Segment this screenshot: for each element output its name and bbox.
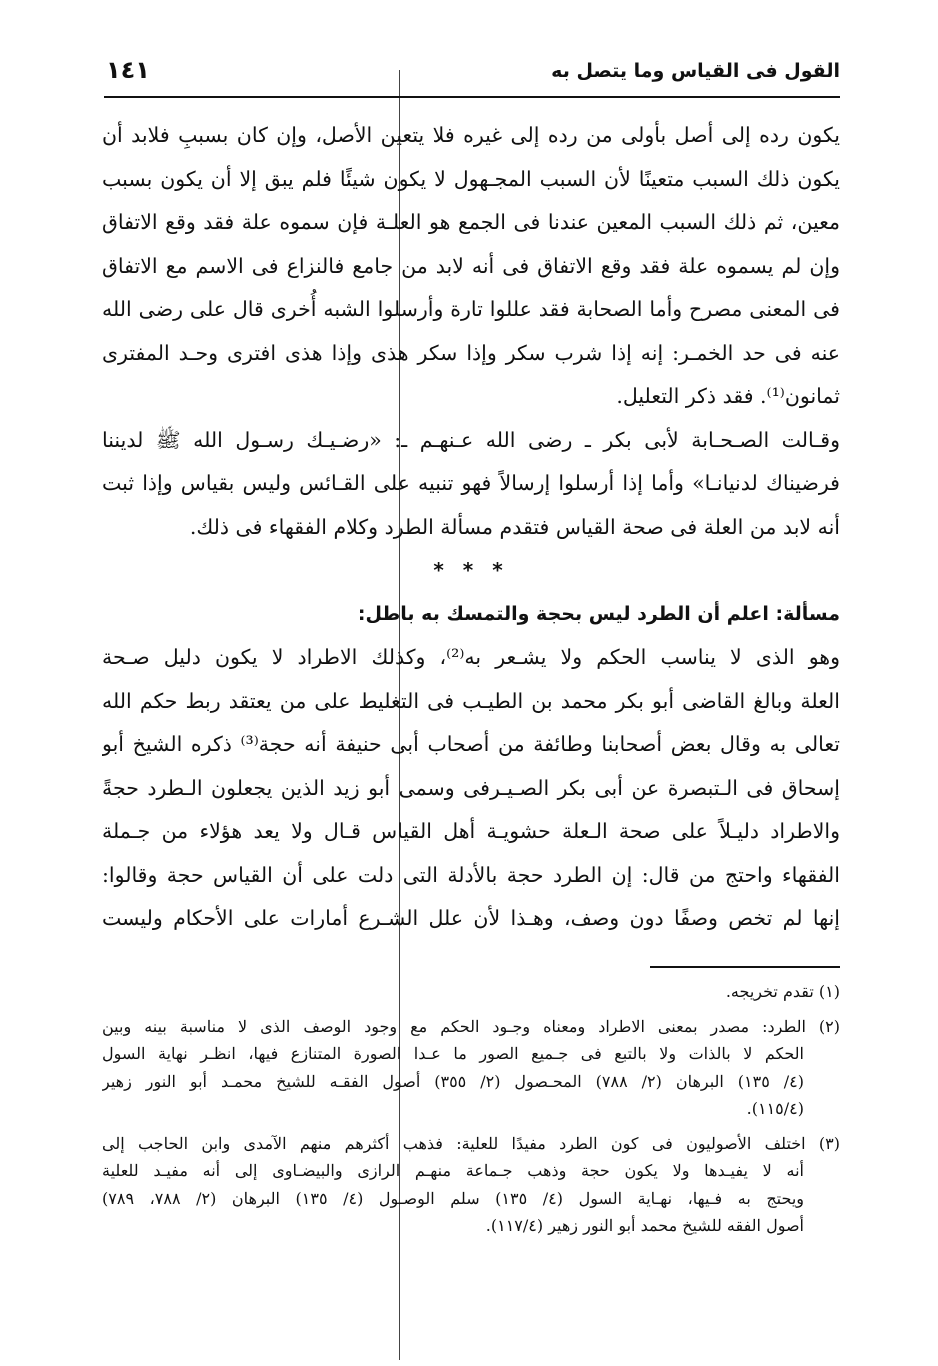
- text-line: وإن لم يسموه علة فقد وقع الاتفاق فى أنه لابد من جامع فالنزاع فى الاسم مع الاتفاق: [102, 253, 840, 278]
- footnote-3-line: أصول الفقه للشيخ محمد أبو النور زهير (١١٧/٤).: [485, 1216, 804, 1235]
- footnote-2-line: (٤/ ١٣٥) البرهان (٢/ ٧٨٨) المحـصول (٢/ ٣٥٥) أصول الفقـه للشيخ محمـد أبو النور زهير: [102, 1071, 805, 1091]
- section-divider-stars: * * *: [433, 558, 509, 582]
- footnote-3-line: (٣) اختلف الأصوليون فى كون الطرد مفيدًا للعلية: فذهب أكثرهم منهم الآمدى وابن الحاجب إلى: [102, 1133, 840, 1153]
- text-line: إسحاق فى الـتبصرة عن أبى بكر الصـيـرفى وسمى أبو زيد الذين يجعلون الـطرد حجةً: [102, 775, 840, 800]
- text-line: وهو الذى لا يناسب الحكم ولا يشـعر به⁽²⁾، وكذلك الاطراد لا يكون دليل صـحة: [102, 645, 840, 669]
- footnote-3-line: ويحتج به فـيها، نهـاية السول (٤/ ١٣٥) سلم الوصـول (٤/ ١٣٥) البرهان (٢/ ٧٨٨، ٧٨٩): [102, 1188, 805, 1208]
- text-line: أنه لابد من العلة فى صحة القياس فتقدم مسألة الطرد وكلام الفقهاء فى ذلك.: [189, 514, 840, 539]
- footnote-2-line: (٢) الطرد: مصدر بمعنى الاطراد ومعناه وجـود الحكم مع وجود الوصف الذى لا مناسبة بينه وبين: [102, 1016, 840, 1036]
- footnote-2-line: الحكم لا بالذات ولا بالتبع فى جـميع الصور ما عـدا الصورة المتنازع فيها، انظـر نهاية السول: [102, 1044, 804, 1063]
- text-line: إنها لم تخص وصفًا دون وصف، وهـذا لأن علل الشـرع أمارات على الأحكام وليست: [102, 906, 840, 930]
- section-heading: مسألة: اعلم أن الطرد ليس بحجة والتمسك به باطل:: [357, 602, 840, 625]
- footnote-separator: [650, 966, 840, 968]
- main-text: [102, 114, 840, 941]
- text-line: والاطراد دليـلاً على صحة الـعلة حشويـة أهل القياس قـال ولا يعد هؤلاء من جـملة: [102, 819, 840, 843]
- footnotes: [102, 978, 840, 1240]
- text-line: فى المعنى مصرح وأما الصحابة فقد عللوا تارة وأرسلوا الشبه أُخرى قال على رضى الله: [102, 297, 840, 321]
- text-line: معين، ثم ذلك السبب المعين عندنا فى الجمع هو العلـة فإن سموه علة فقد وقع الاتفاق: [102, 210, 840, 234]
- text-line: فرضيناك لدنيانـا» وأما إذا أرسلوا إرسالاً فهو تنبيه على القـائس وليس بقياس وإذا ثبت: [102, 471, 840, 495]
- text-line: العلة وبالغ القاضى أبو بكر محمد بن الطيـب فى التغليط على من يعتقد ربط حكم الله: [102, 688, 840, 713]
- text-line: تعالى به وقال بعض أصحابنا وطائفة من أصحاب أبى حنيفة أنه حجة⁽³⁾ ذكره الشيخ أبو: [102, 732, 840, 756]
- text-line: ثمانون⁽¹⁾. فقد ذكر التعليل.: [616, 384, 840, 408]
- page-header: [104, 56, 840, 98]
- running-title: القول فى القياس وما يتصل به: [551, 60, 840, 82]
- text-line: يكون رده إلى أصل بأولى من رده إلى غيره فلا يتعين الأصل، وإن كان بسببِ فلابد أن: [102, 123, 840, 147]
- text-line: وقـالت الصـحـابة لأبى بكر ـ رضى الله عـنهـم ـ: «رضـيـك رسـول الله ﷺ لديننا: [102, 427, 840, 452]
- text-line: الفقهاء واحتج من قال: إن الطرد حجة بالأدلة التى دلت على أن القياس حجة وقالوا:: [102, 862, 840, 887]
- footnote-2-line: (١١٥/٤).: [746, 1099, 804, 1118]
- text-line: عنه فى حد الخمـر: إنه إذا شرب سكر وإذا سكر هذى وإذا هذى افترى وحـد المفترى: [102, 340, 840, 365]
- text-line: يكون ذلك السبب متعينًا لأن السبب المجـهول لا يكون شيئًا فلم يبق إلا أن يكون بسبب: [102, 166, 840, 191]
- footnote-1: (١) تقدم تخريجه.: [725, 982, 840, 1001]
- page-number: ١٤١: [106, 56, 150, 84]
- footnote-3-line: أنه لا يفيـدها ولا يكون حجة وذهب جـماعة منهـم الرازى والبيضـاوى إلى أنه مفيـد للعلية: [102, 1161, 804, 1180]
